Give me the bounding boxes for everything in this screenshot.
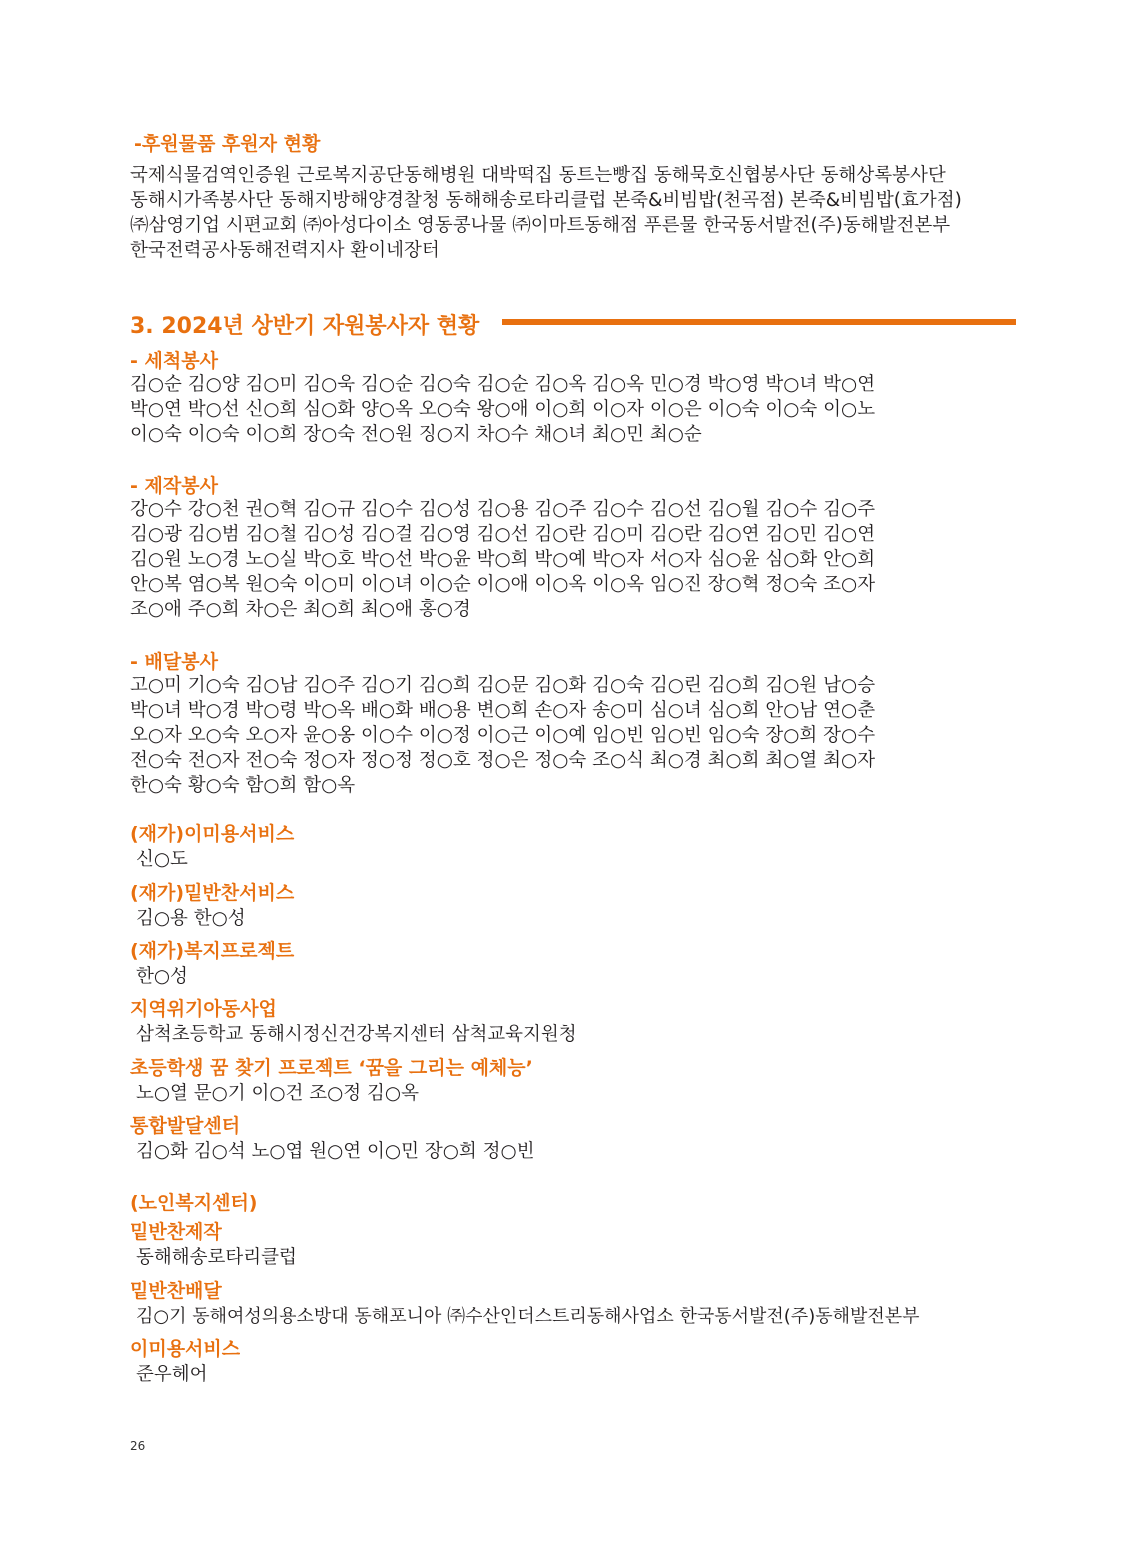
name-line: 전○숙 전○자 전○숙 정○자 정○정 정○호 정○은 정○숙 조○식 최○경 최○희 최○열 최○자 [130, 750, 876, 771]
name-line: 김○광 김○범 김○철 김○성 김○걸 김○영 김○선 김○란 김○미 김○란 김○연 김○민 김○연 [130, 524, 876, 545]
program-title: (재가)복지프로젝트 [130, 940, 295, 962]
donor-line: ㈜삼영기업 시편교회 ㈜아성다이소 영동콩나물 ㈜이마트동해점 푸른물 한국동서발전(주)동해발전본부 [130, 215, 951, 236]
group-title-washing: - 세척봉사 [130, 350, 218, 372]
program-home-welfare-project [130, 939, 294, 989]
donor-line: 한국전력공사동해전력지사 환이네장터 [130, 240, 440, 261]
group-list-delivery [130, 673, 875, 798]
program-title: (재가)이미용서비스 [130, 823, 295, 845]
name-line: 김○원 노○경 노○실 박○호 박○선 박○윤 박○희 박○예 박○자 서○자 심○윤 심○화 안○희 [130, 549, 876, 570]
program-body: 삼척초등학교 동해시정신건강복지센터 삼척교육지원청 [136, 1024, 577, 1045]
program-body: 김○용 한○성 [136, 908, 246, 929]
name-line: 안○복 염○복 원○숙 이○미 이○녀 이○순 이○애 이○옥 이○옥 임○진 장○혁 정○숙 조○자 [130, 574, 876, 595]
program-title: 밑반찬배달 [130, 1280, 222, 1302]
donor-list [130, 163, 962, 263]
donor-line: 동해시가족봉사단 동해지방해양경찰청 동해해송로타리클럽 본죽&비빔밥(천곡점) 본죽&비빔밥(효가점) [130, 190, 962, 211]
group-list-making [130, 497, 875, 622]
program-title: 초등학생 꿈 찾기 프로젝트 ‘꿈을 그리는 예체능’ [130, 1057, 533, 1079]
program-title: 이미용서비스 [130, 1338, 241, 1360]
program-home-sidedish [130, 881, 294, 931]
name-line: 김○순 김○양 김○미 김○욱 김○순 김○숙 김○순 김○옥 김○옥 민○경 박○영 박○녀 박○연 [130, 374, 876, 395]
program-at-risk-children [130, 997, 577, 1047]
group-title-making: - 제작봉사 [130, 475, 218, 497]
program-senior-beauty [130, 1337, 240, 1387]
program-home-beauty [130, 822, 294, 872]
program-body: 노○열 문○기 이○건 조○정 김○옥 [136, 1083, 419, 1104]
name-line: 고○미 기○숙 김○남 김○주 김○기 김○희 김○문 김○화 김○숙 김○린 김○희 김○원 남○승 [130, 675, 876, 696]
section-divider [502, 319, 1016, 325]
program-senior-sidedish-delivery [130, 1279, 920, 1329]
program-body: 김○기 동해여성의용소방대 동해포니아 ㈜수산인더스트리동해사업소 한국동서발전(주)동해발전본부 [136, 1306, 920, 1327]
section-title: 3. 2024년 상반기 자원봉사자 현황 [130, 314, 480, 339]
name-line: 한○숙 황○숙 함○희 함○옥 [130, 775, 356, 796]
program-body: 준우헤어 [136, 1364, 208, 1385]
program-title: 통합발달센터 [130, 1115, 241, 1137]
section-header [130, 309, 1016, 339]
program-body: 한○성 [136, 966, 188, 987]
name-line: 오○자 오○숙 오○자 윤○옹 이○수 이○정 이○근 이○예 임○빈 임○빈 임○숙 장○희 장○수 [130, 725, 876, 746]
program-body: 신○도 [136, 849, 188, 870]
program-title: 지역위기아동사업 [130, 998, 277, 1020]
page-number: 26 [130, 1439, 146, 1453]
group-list-washing [130, 372, 875, 447]
program-development-center [130, 1114, 534, 1164]
program-senior-sidedish-making [130, 1220, 297, 1270]
name-line: 박○녀 박○경 박○령 박○옥 배○화 배○용 변○희 손○자 송○미 심○녀 심○희 안○남 연○춘 [130, 700, 876, 721]
name-line: 박○연 박○선 신○희 심○화 양○옥 오○숙 왕○애 이○희 이○자 이○은 이○숙 이○숙 이○노 [130, 399, 876, 420]
name-line: 이○숙 이○숙 이○희 장○숙 전○원 징○지 차○수 채○녀 최○민 최○순 [130, 424, 702, 445]
program-body: 김○화 김○석 노○엽 원○연 이○민 장○희 정○빈 [136, 1141, 535, 1162]
name-line: 강○수 강○천 권○혁 김○규 김○수 김○성 김○용 김○주 김○수 김○선 김○월 김○수 김○주 [130, 499, 876, 520]
senior-center-heading: (노인복지센터) [130, 1192, 258, 1214]
donor-line: 국제식물검역인증원 근로복지공단동해병원 대박떡집 동트는빵집 동해묵호신협봉사단 동해상록봉사단 [130, 165, 946, 186]
name-line: 조○애 주○희 차○은 최○희 최○애 홍○경 [130, 599, 471, 620]
donor-heading: -후원물품 후원자 현황 [134, 133, 321, 155]
program-title: 밑반찬제작 [130, 1221, 222, 1243]
group-title-delivery: - 배달봉사 [130, 651, 218, 673]
program-dream-project [130, 1056, 533, 1106]
program-title: (재가)밑반찬서비스 [130, 882, 295, 904]
program-body: 동해해송로타리클럽 [136, 1247, 297, 1268]
